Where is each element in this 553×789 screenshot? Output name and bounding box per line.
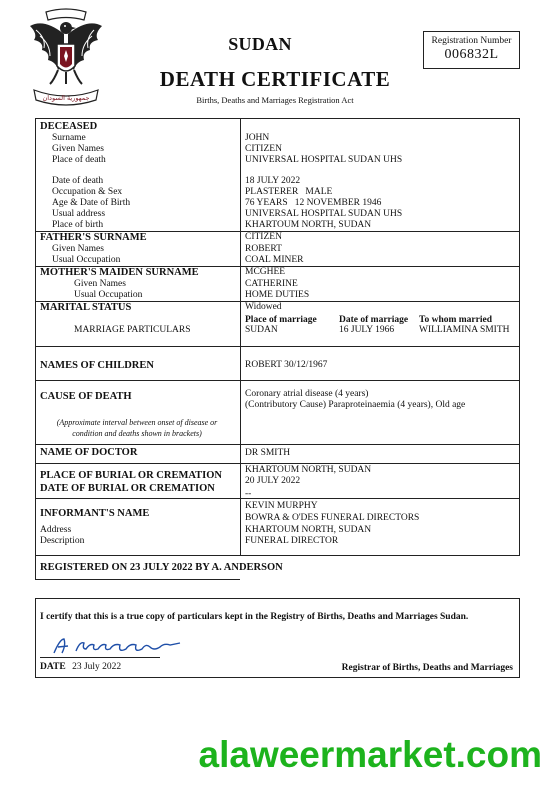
father-surname: CITIZEN	[245, 232, 282, 242]
emblem-scroll-text: جمهورية السودان	[42, 94, 90, 102]
mother-occupation: HOME DUTIES	[245, 290, 310, 300]
deceased-label: Occupation & Sex	[52, 187, 123, 197]
registration-label: Registration Number	[431, 36, 512, 46]
cause-heading: CAUSE OF DEATH	[40, 391, 132, 402]
father-given-label: Given Names	[52, 244, 104, 254]
informant-name: KEVIN MURPHY	[245, 501, 318, 511]
burial-extra: --	[245, 489, 252, 499]
country-title: SUDAN	[228, 34, 292, 54]
certificate-title: DEATH CERTIFICATE	[159, 67, 391, 91]
mother-surname: MCGHEE	[245, 267, 286, 277]
marriage-whom-header: To whom married	[419, 315, 493, 325]
burial-place: KHARTOUM NORTH, SUDAN	[245, 465, 372, 475]
father-occupation: COAL MINER	[245, 255, 304, 265]
marriage-date: 16 JULY 1966	[339, 325, 395, 335]
father-occupation-label: Usual Occupation	[52, 255, 121, 265]
registrar-signature-icon	[50, 635, 190, 657]
children-heading: NAMES OF CHILDREN	[40, 360, 154, 371]
cause-line-1: Coronary atrial disease (4 years)	[245, 389, 369, 399]
sudan-emblem-icon	[24, 4, 108, 112]
burial-date-heading: DATE OF BURIAL OR CREMATION	[40, 483, 215, 494]
deceased-heading: DECEASED	[40, 121, 98, 132]
deceased-value: KHARTOUM NORTH, SUDAN	[245, 220, 372, 230]
marriage-whom: WILLIAMINA SMITH	[419, 325, 510, 335]
marriage-particulars-label: MARRIAGE PARTICULARS	[74, 325, 191, 335]
deceased-value: CITIZEN	[245, 144, 282, 154]
cause-line-2: (Contributory Cause) Paraproteinaemia (4 years), Old age	[245, 400, 466, 410]
mother-occupation-label: Usual Occupation	[74, 290, 143, 300]
informant-address-label: Address	[40, 525, 72, 535]
row-separator	[36, 498, 519, 499]
registered-line: REGISTERED ON 23 JULY 2022 BY A. ANDERSON	[40, 562, 283, 573]
marital-status: Widowed	[245, 302, 282, 312]
deceased-label: Usual address	[52, 209, 106, 219]
watermark: alaweermarket.com	[198, 734, 542, 775]
father-given: ROBERT	[245, 244, 282, 254]
informant-description-label: Description	[40, 536, 85, 546]
marital-heading: MARITAL STATUS	[40, 302, 132, 313]
registration-number: 006832L	[444, 47, 499, 62]
certification-text: I certify that this is a true copy of particulars kept in the Registry of Births, Deaths and Marriages Sudan.	[40, 612, 469, 622]
certification-date-row	[40, 662, 121, 672]
certification-box	[35, 598, 520, 678]
mother-given: CATHERINE	[245, 279, 298, 289]
doctor-heading: NAME OF DOCTOR	[40, 447, 138, 458]
deceased-label: Given Names	[52, 144, 104, 154]
informant-heading: INFORMANT'S NAME	[40, 508, 150, 519]
mother-heading: MOTHER'S MAIDEN SURNAME	[40, 267, 199, 278]
informant-address-1: BOWRA & O'DES FUNERAL DIRECTORS	[245, 513, 420, 523]
deceased-value: 76 YEARS 12 NOVEMBER 1946	[245, 198, 382, 208]
deceased-value: UNIVERSAL HOSPITAL SUDAN UHS	[245, 155, 403, 165]
children-value: ROBERT 30/12/1967	[245, 360, 328, 370]
deceased-label: Place of death	[52, 155, 106, 165]
certificate-table	[35, 118, 520, 580]
marriage-place: SUDAN	[245, 325, 278, 335]
deceased-label: Place of birth	[52, 220, 104, 230]
marriage-place-header: Place of marriage	[245, 315, 317, 325]
marriage-date-header: Date of marriage	[339, 315, 409, 325]
deceased-label: Date of death	[52, 176, 104, 186]
burial-date: 20 JULY 2022	[245, 476, 301, 486]
burial-place-heading: PLACE OF BURIAL OR CREMATION	[40, 470, 223, 481]
deceased-label: Surname	[52, 133, 86, 143]
father-heading: FATHER'S SURNAME	[40, 232, 147, 243]
act-subtitle: Births, Deaths and Marriages Registration Act	[196, 95, 354, 105]
deceased-value: JOHN	[245, 133, 270, 143]
deceased-value: UNIVERSAL HOSPITAL SUDAN UHS	[245, 209, 403, 219]
informant-description: FUNERAL DIRECTOR	[245, 536, 339, 546]
row-separator	[36, 346, 519, 347]
column-divider	[240, 119, 241, 581]
date-label: DATE	[40, 662, 66, 672]
doctor-value: DR SMITH	[245, 448, 291, 458]
deceased-value: 18 JULY 2022	[245, 176, 301, 186]
deceased-label: Age & Date of Birth	[52, 198, 131, 208]
signature-line	[40, 657, 160, 658]
mother-given-label: Given Names	[74, 279, 126, 289]
cause-note: (Approximate interval between onset of disease or condition and deaths shown in brackets)	[56, 418, 218, 438]
registrar-title: Registrar of Births, Deaths and Marriages	[341, 663, 513, 673]
row-separator	[36, 463, 519, 464]
deceased-value: PLASTERER MALE	[245, 187, 333, 197]
row-separator	[36, 444, 519, 445]
informant-address-2: KHARTOUM NORTH, SUDAN	[245, 525, 372, 535]
registration-box	[423, 31, 520, 69]
row-separator	[36, 380, 519, 381]
certification-date: 23 July 2022	[72, 662, 122, 672]
